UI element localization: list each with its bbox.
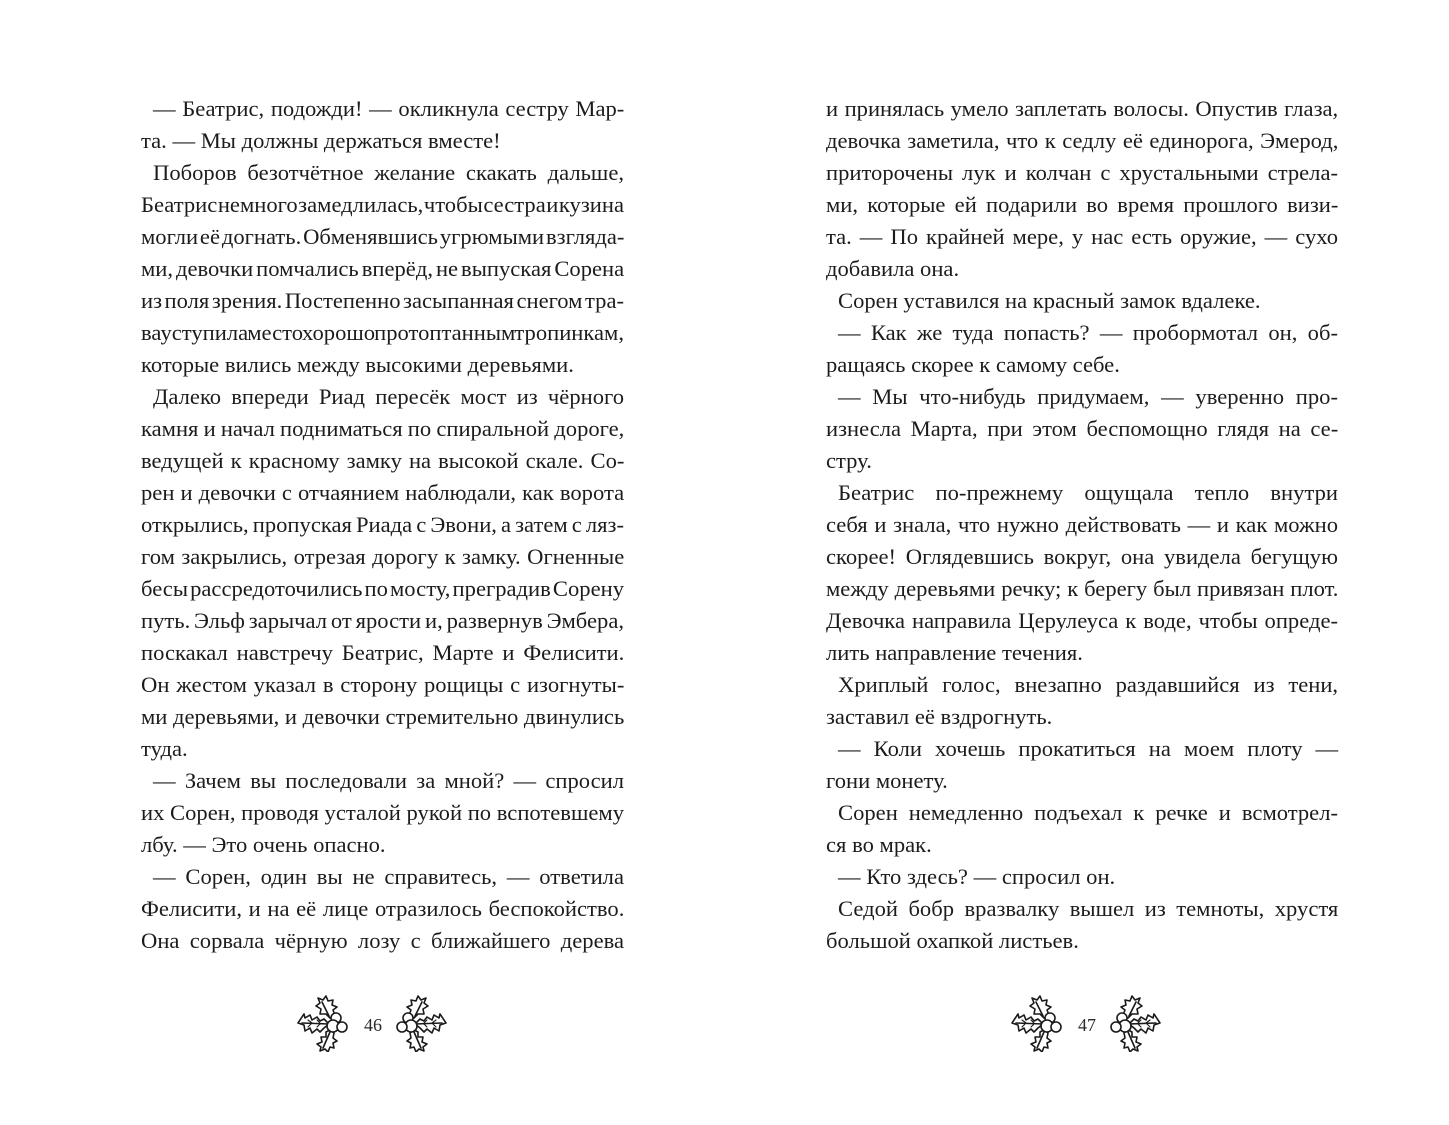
text-line: Сорен уставился на красный замок вдалеке. xyxy=(838,288,1261,313)
text-line: Беатрис по-прежнему ощущала тепло внутри xyxy=(838,480,1338,505)
left-page xyxy=(0,0,724,1125)
text-line: ращаясь скорее к самому себе. xyxy=(826,352,1120,377)
text-line: рен и девочки с отчаянием наблюдали, как ворота xyxy=(141,480,625,505)
text-line: между деревьями речку; к берегу был привязан плот. xyxy=(826,576,1339,601)
text-line: та. — По крайней мере, у нас есть оружие, — сухо xyxy=(826,224,1338,249)
text-line: добавила она. xyxy=(826,256,960,281)
text-line: — Кто здесь? — спросил он. xyxy=(838,864,1116,889)
text-line: — Сорен, один вы не справитесь, — ответила xyxy=(153,864,624,889)
text-line: ми, девочки помчались вперёд, не выпуская Сорена xyxy=(141,256,625,281)
text-line: лбу. — Это очень опасно. xyxy=(141,832,386,857)
holly-icon xyxy=(396,994,448,1052)
text-line: ся во мрак. xyxy=(826,832,932,857)
text-line: Девочка направила Церулеуса к воде, чтобы опреде- xyxy=(826,608,1338,633)
text-line: из поля зрения. Постепенно засыпанная снегом тра- xyxy=(141,288,624,313)
text-line: ми, которые ей подарили во время прошлого визи- xyxy=(826,192,1339,217)
text-line: поскакал навстречу Беатрис, Марте и Фелисити. xyxy=(141,640,625,665)
text-line: могли её догнать. Обменявшись угрюмыми взгляда- xyxy=(141,224,625,249)
right-page xyxy=(724,0,1449,1125)
text-line: лить направление течения. xyxy=(826,640,1083,665)
text-line: заставил её вздрогнуть. xyxy=(826,704,1053,729)
text-line: — Как же туда попасть? — пробормотал он, об- xyxy=(838,320,1338,345)
text-line: — Коли хочешь прокатиться на моем плоту — xyxy=(838,736,1339,761)
text-line: — Беатрис, подожди! — окликнула сестру Мар- xyxy=(153,96,625,121)
text-line: и принялась умело заплетать волосы. Опустив глаза, xyxy=(826,96,1339,121)
text-line: Фелисити, и на её лице отразилось беспокойство. xyxy=(141,896,625,921)
text-line: девочка заметила, что к седлу её единорога, Эмерод, xyxy=(826,128,1339,153)
right-page-text xyxy=(826,93,1338,957)
text-line: их Сорен, проводя усталой рукой по вспотевшему xyxy=(141,800,624,825)
page-number: 46 xyxy=(364,1014,382,1035)
text-line: которые вились между высокими деревьями. xyxy=(141,352,574,377)
text-line: открылись, пропуская Риада с Эвони, а затем с ляз- xyxy=(141,512,624,537)
text-line: изнесла Марта, при этом беспомощно глядя на се- xyxy=(826,416,1339,441)
left-page-folio xyxy=(296,993,448,1053)
text-line: Сорен немедленно подъехал к речке и всмотрел- xyxy=(838,800,1339,825)
text-line: камня и начал подниматься по спиральной дороге, xyxy=(141,416,625,441)
text-line: себя и знала, что нужно действовать — и как можно xyxy=(826,512,1338,537)
text-line: Хриплый голос, внезапно раздавшийся из тени, xyxy=(838,672,1339,697)
text-line: Она сорвала чёрную лозу с ближайшего дерева xyxy=(141,928,624,953)
text-line: Поборов безотчётное желание скакать дальше, xyxy=(153,160,624,185)
text-line: — Мы что-нибудь придумаем, — уверенно про- xyxy=(838,384,1338,409)
text-line: Далеко впереди Риад пересёк мост из чёрного xyxy=(153,384,624,409)
text-line: та. — Мы должны держаться вместе! xyxy=(141,128,501,153)
holly-icon xyxy=(1110,994,1162,1052)
text-line: Седой бобр вразвалку вышел из темноты, хрустя xyxy=(838,896,1339,921)
text-line: Он жестом указал в сторону рощицы с изогнуты- xyxy=(141,672,625,697)
text-line: бесы рассредоточились по мосту, преградив Сорену xyxy=(141,576,624,601)
right-page-folio xyxy=(1010,993,1162,1053)
page-number: 47 xyxy=(1078,1014,1096,1035)
text-line: гони монету. xyxy=(826,768,948,793)
text-line: путь. Эльф зарычал от ярости и, развернув Эмбера, xyxy=(141,608,624,633)
text-line: Беатрис немного замедлилась, чтобы сестра и кузина xyxy=(141,192,624,217)
text-line: скорее! Оглядевшись вокруг, она увидела бегущую xyxy=(826,544,1338,569)
holly-icon xyxy=(1010,994,1062,1052)
holly-icon xyxy=(296,994,348,1052)
text-line: ва уступила место хорошо протоптанным тропинкам, xyxy=(141,320,624,345)
text-line: туда. xyxy=(141,736,188,761)
left-page-text xyxy=(141,93,624,957)
text-line: приторочены лук и колчан с хрустальными стрела- xyxy=(826,160,1338,185)
text-line: ведущей к красному замку на высокой скале. Со- xyxy=(141,448,625,473)
text-line: стру. xyxy=(826,448,872,473)
text-line: гом закрылись, отрезая дорогу к замку. Огненные xyxy=(141,544,625,569)
text-line: — Зачем вы последовали за мной? — спросил xyxy=(153,768,624,793)
text-line: ми деревьями, и девочки стремительно двинулись xyxy=(141,704,625,729)
text-line: большой охапкой листьев. xyxy=(826,928,1079,953)
